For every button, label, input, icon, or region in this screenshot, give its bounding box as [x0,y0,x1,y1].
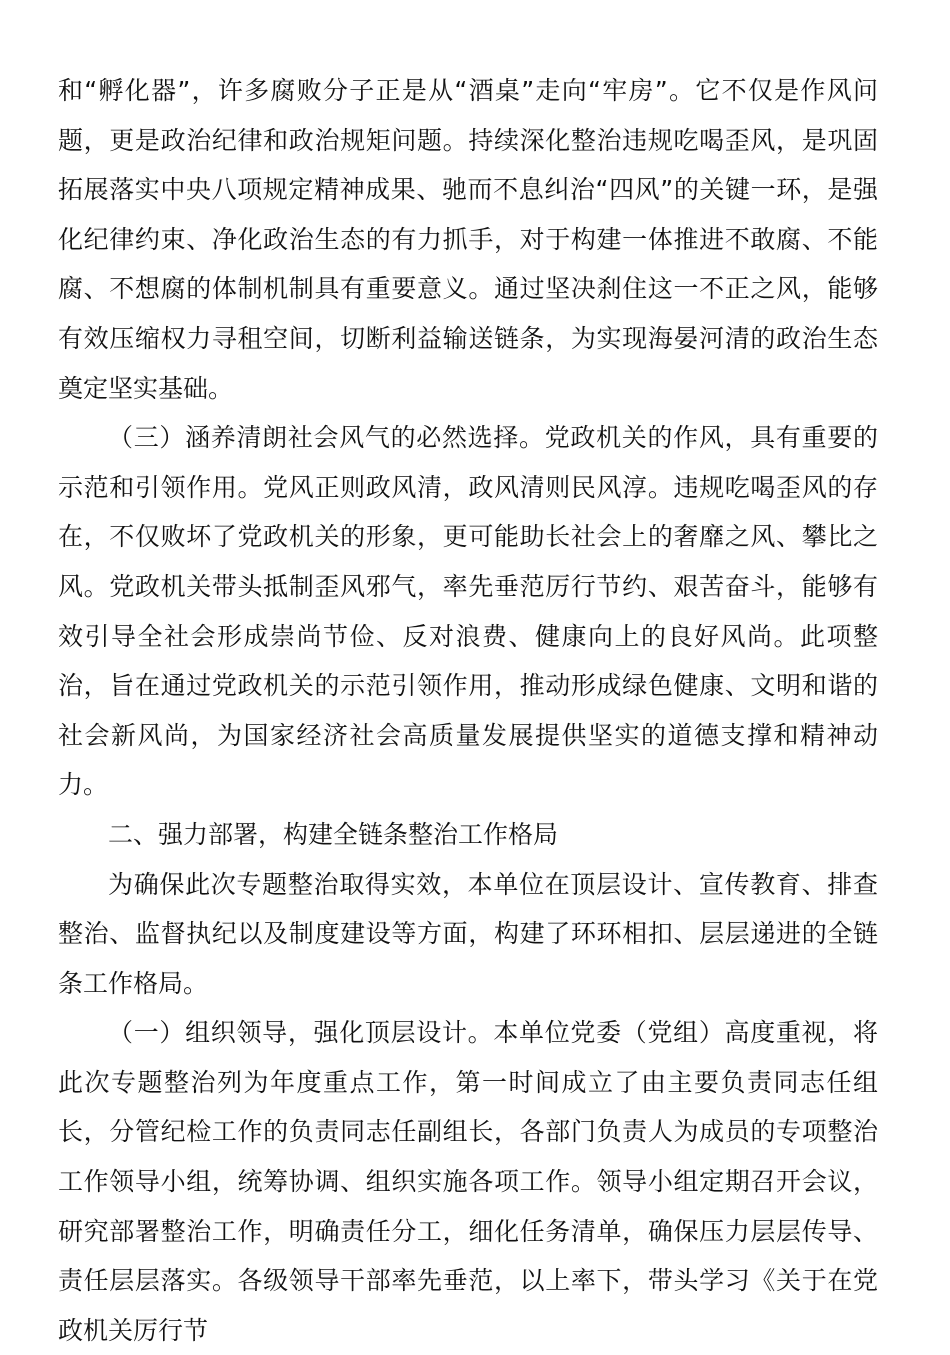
paragraph-organization-leadership: （一）组织领导，强化顶层设计。本单位党委（党组）高度重视，将此次专题整治列为年度重点工作，第一时间成立了由主要负责同志任组长，分管纪检工作的负责同志任副组长，各部门负责人为成员的专项整治工作领导小组，统筹协调、组织实施各项工作。领导小组定期召开会议，研究部署整治工作，明确责任分工，细化任务清单，确保压力层层传导、责任层层落实。各级领导干部率先垂范，以上率下，带头学习《关于在党政机关厉行节 [58,1018,878,1345]
paragraph-section-two-intro: 为确保此次专题整治取得实效，本单位在顶层设计、宣传教育、排查整治、监督执纪以及制度建设等方面，构建了环环相扣、层层递进的全链条工作格局。 [58,869,878,998]
paragraph-continuation: 和“孵化器”，许多腐败分子正是从“酒桌”走向“牢房”。它不仅是作风问题，更是政治纪律和政治规矩问题。持续深化整治违规吃喝歪风，是巩固拓展落实中央八项规定精神成果、驰而不息纠治“四风”的关键一环，是强化纪律约束、净化政治生态的有力抓手，对于构建一体推进不敢腐、不能腐、不想腐的体制机制具有重要意义。通过坚决刹住这一不正之风，能够有效压缩权力寻租空间，切断利益输送链条，为实现海晏河清的政治生态奠定坚实基础。 [58,76,878,403]
paragraph-section-three: （三）涵养清朗社会风气的必然选择。党政机关的作风，具有重要的示范和引领作用。党风正则政风清，政风清则民风淳。违规吃喝歪风的存在，不仅败坏了党政机关的形象，更可能助长社会上的奢靡之风、攀比之风。党政机关带头抵制歪风邪气，率先垂范厉行节约、艰苦奋斗，能够有效引导全社会形成崇尚节俭、反对浪费、健康向上的良好风尚。此项整治，旨在通过党政机关的示范引领作用，推动形成绿色健康、文明和谐的社会新风尚，为国家经济社会高质量发展提供坚实的道德支撑和精神动力。 [58,423,878,800]
section-heading-two: 二、强力部署，构建全链条整治工作格局 [108,819,559,849]
document-page [58,66,878,1355]
